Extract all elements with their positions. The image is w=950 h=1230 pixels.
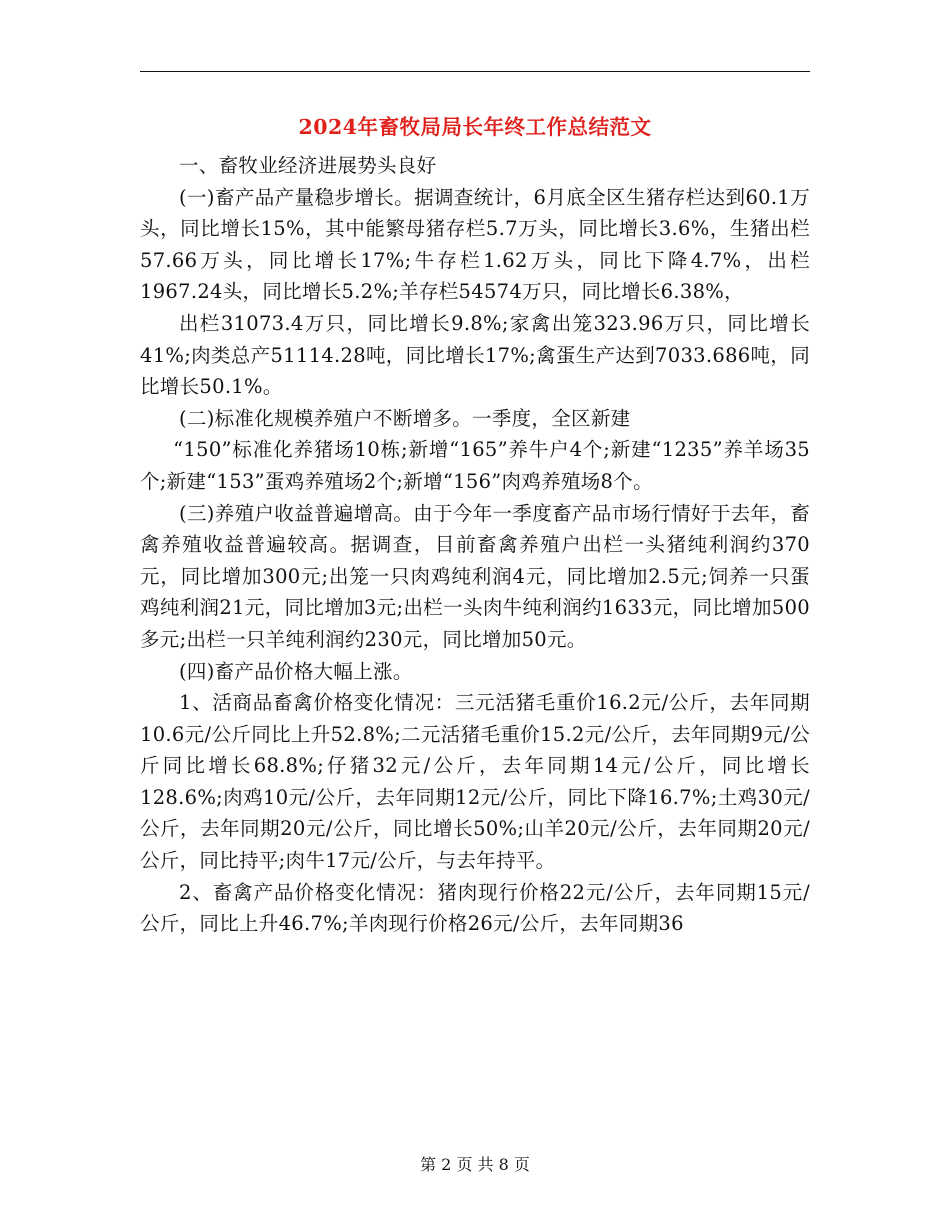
- paragraph: 出栏31073.4万只，同比增长9.8%;家禽出笼323.96万只，同比增长41%;肉类总产51114.28吨，同比增长17%;禽蛋生产达到7033.686吨，同比增长50.1%。: [140, 311, 810, 399]
- document-body: [140, 150, 810, 940]
- paragraph: (二)标准化规模养殖户不断增多。一季度，全区新建: [179, 406, 631, 430]
- paragraph: (四)畜产品价格大幅上涨。: [179, 659, 413, 683]
- header-rule: [140, 71, 810, 72]
- paragraph: 1、活商品畜禽价格变化情况：三元活猪毛重价16.2元/公斤，去年同期10.6元/公斤同比上升52.8%;二元活猪毛重价15.2元/公斤，去年同期9元/公斤同比增长68.8%;仔猪32元/公斤，去年同期14元/公斤，同比增长128.6%;肉鸡10元/公斤，去年同期12元/公斤，同比下降16.7%;土鸡30元/公斤，去年同期20元/公斤，同比增长50%;山羊20元/公斤，去年同期20元/公斤，同比持平;肉牛17元/公斤，与去年持平。: [140, 691, 810, 873]
- paragraph: (三)养殖户收益普遍增高。由于今年一季度畜产品市场行情好于去年，畜禽养殖收益普遍较高。据调查，目前畜禽养殖户出栏一头猪纯利润约370元，同比增加300元;出笼一只肉鸡纯利润4元，同比增加2.5元;饲养一只蛋鸡纯利润21元，同比增加3元;出栏一头肉牛纯利润约1633元，同比增加500多元;出栏一只羊纯利润约230元，同比增加50元。: [140, 501, 810, 651]
- paragraph: 2、畜禽产品价格变化情况：猪肉现行价格22元/公斤，去年同期15元/公斤，同比上升46.7%;羊肉现行价格26元/公斤，去年同期36: [140, 880, 810, 936]
- document-title: 2024年畜牧局局长年终工作总结范文: [298, 115, 652, 139]
- paragraph: (一)畜产品产量稳步增长。据调查统计，6月底全区生猪存栏达到60.1万头，同比增长15%，其中能繁母猪存栏5.7万头，同比增长3.6%，生猪出栏57.66万头，同比增长17%;牛存栏1.62万头，同比下降4.7%，出栏1967.24头，同比增长5.2%;羊存栏54574万只，同比增长6.38%，: [140, 185, 810, 304]
- paragraph: “150”标准化养猪场10栋;新增“165”养牛户4个;新建“1235”养羊场35个;新建“153”蛋鸡养殖场2个;新增“156”肉鸡养殖场8个。: [140, 438, 810, 493]
- section-heading: 一、畜牧业经济进展势头良好: [179, 154, 437, 177]
- page-number: 第 2 页 共 8 页: [420, 1155, 530, 1174]
